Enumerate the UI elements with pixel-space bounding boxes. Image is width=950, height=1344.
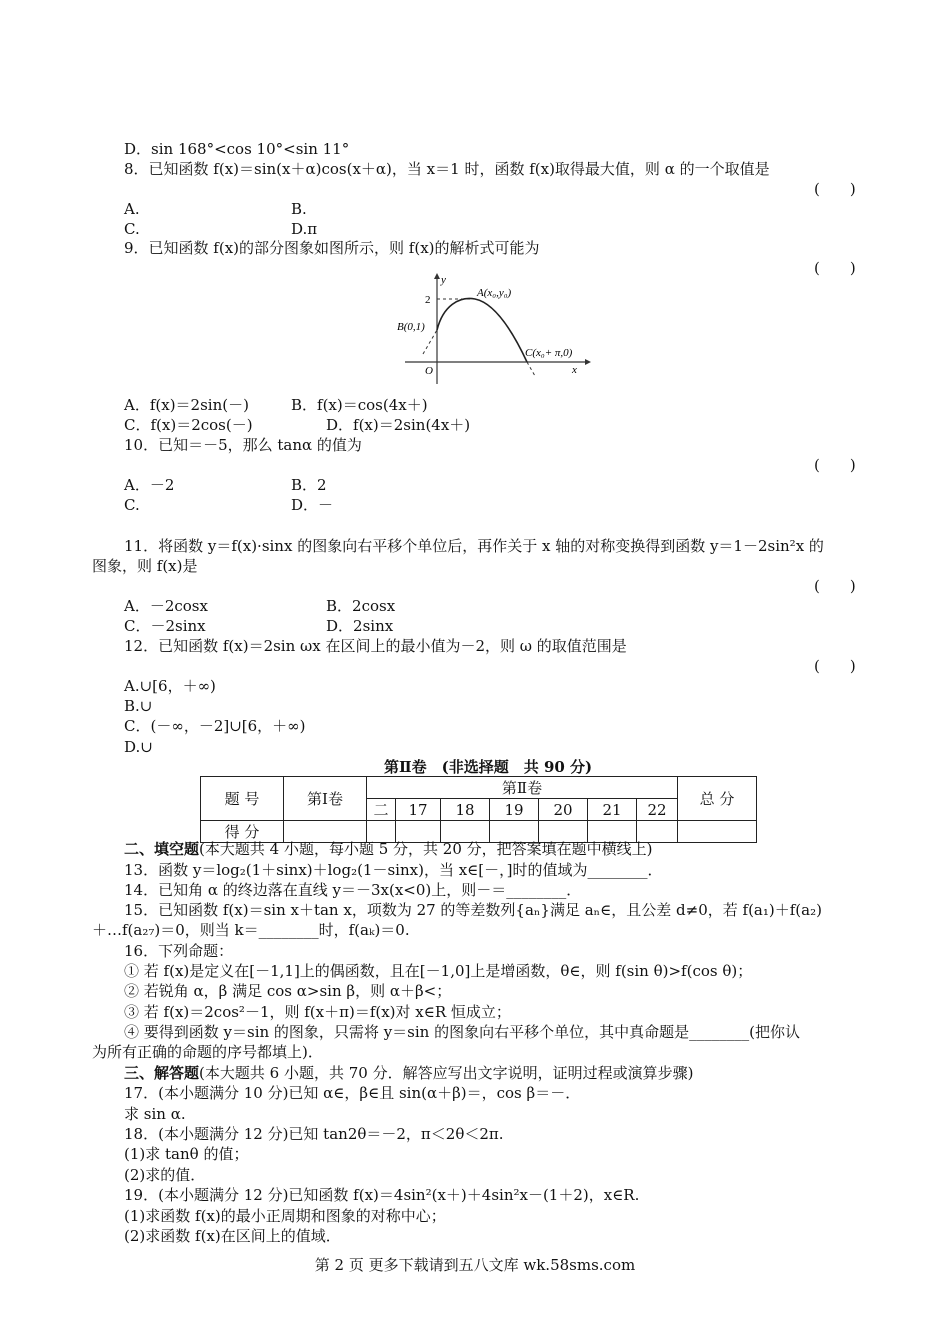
part-2-heading: 第Ⅱ卷 (非选择题 共 90 分) bbox=[384, 758, 593, 776]
point-b-label: B(0,1) bbox=[397, 321, 425, 333]
q8-option-b: B. bbox=[291, 200, 307, 218]
q18-part-1: (1)求 tanθ 的值； bbox=[124, 1145, 249, 1163]
x-axis-arrow bbox=[585, 359, 591, 365]
sine-curve bbox=[437, 298, 527, 362]
q16-statement-1: ① 若 f(x)是定义在[－1,1]上的偶函数，且在[－1,0]上是增函数，θ∈，则 f(sin θ)>f(cos θ)； bbox=[124, 962, 753, 980]
q9-option-a: A．f(x)＝2sin(－) bbox=[124, 396, 249, 414]
page-footer: 第 2 页 更多下载请到五八文库 wk.58sms.com bbox=[314, 1256, 636, 1274]
question-17: 17．(本小题满分 10 分)已知 α∈，β∈且 sin(α＋β)＝，cos β＝－． bbox=[124, 1084, 581, 1102]
q10-option-a: A．－2 bbox=[124, 476, 175, 494]
table-col: 21 bbox=[588, 799, 637, 821]
table-col: 22 bbox=[637, 799, 678, 821]
q8-option-c: C. bbox=[124, 220, 140, 238]
y-axis-arrow bbox=[434, 273, 440, 279]
q16-statement-3: ③ 若 f(x)＝2cos²－1，则 f(x＋π)＝f(x)对 x∈R 恒成立； bbox=[124, 1003, 511, 1021]
table-col: 19 bbox=[490, 799, 539, 821]
section-2-text: 二、填空题(本大题共 4 小题，每小题 5 分，共 20 分，把答案填在题中横线上) bbox=[124, 840, 653, 858]
question-14: 14．已知角 α 的终边落在直线 y＝－3x(x<0)上，则－＝________． bbox=[124, 881, 582, 899]
table-header-part1: 第Ⅰ卷 bbox=[284, 777, 367, 821]
question-16: 16．下列命题： bbox=[124, 942, 234, 960]
q8-option-a: A. bbox=[124, 200, 140, 218]
answer-paren: ( ) bbox=[814, 657, 856, 675]
table-header-number: 题 号 bbox=[201, 777, 284, 821]
question-18: 18．(本小题满分 12 分)已知 tan2θ＝－2，π＜2θ＜2π. bbox=[124, 1125, 504, 1143]
q12-option-d: D.∪ bbox=[124, 738, 153, 756]
point-a-label: A(x₀,y₀) bbox=[477, 287, 512, 299]
table-col: 17 bbox=[396, 799, 441, 821]
q10-option-c: C. bbox=[124, 496, 140, 514]
question-11: 11．将函数 y＝f(x)·sinx 的图象向右平移个单位后，再作关于 x 轴的对称变换得到函数 y＝1－2sin²x 的 bbox=[124, 537, 824, 555]
table-col: 18 bbox=[441, 799, 490, 821]
q18-part-2: (2)求的值． bbox=[124, 1166, 206, 1184]
q11-option-b: B．2cosx bbox=[326, 597, 396, 615]
q11-option-d: D．2sinx bbox=[326, 617, 394, 635]
function-graph bbox=[395, 272, 595, 388]
question-17-ask: 求 sin α. bbox=[124, 1105, 186, 1123]
q10-option-b: B．2 bbox=[291, 476, 327, 494]
q9-option-d: D．f(x)＝2sin(4x＋) bbox=[326, 416, 471, 434]
q19-part-2: (2)求函数 f(x)在区间上的值域． bbox=[124, 1227, 341, 1245]
question-9: 9．已知函数 f(x)的部分图象如图所示，则 f(x)的解析式可能为 bbox=[124, 239, 540, 257]
table-col: 20 bbox=[539, 799, 588, 821]
q11-option-a: A．－2cosx bbox=[124, 597, 208, 615]
q8-option-d: D.π bbox=[291, 220, 318, 238]
x-label: x bbox=[572, 364, 577, 376]
answer-paren: ( ) bbox=[814, 577, 856, 595]
curve-extension-dashed-right bbox=[527, 362, 535, 376]
question-13: 13．函数 y＝log₂(1＋sinx)＋log₂(1－sinx)，当 x∈[－，]时的值域为________． bbox=[124, 861, 663, 879]
q19-part-1: (1)求函数 f(x)的最小正周期和图象的对称中心； bbox=[124, 1207, 446, 1225]
question-10: 10．已知＝－5，那么 tanα 的值为 bbox=[124, 436, 362, 454]
q9-option-c: C．f(x)＝2cos(－) bbox=[124, 416, 253, 434]
score-cell[interactable] bbox=[678, 821, 757, 843]
q11-option-c: C．－2sinx bbox=[124, 617, 206, 635]
y-value-2: 2 bbox=[425, 294, 431, 306]
score-table bbox=[200, 776, 757, 843]
section-3-heading: 三、解答题(本大题共 6 小题，共 70 分．解答应写出文字说明，证明过程或演算步骤) bbox=[124, 1064, 694, 1082]
q16-statement-4: ④ 要得到函数 y＝sin 的图象，只需将 y＝sin 的图象向右平移个单位，其中真命题是________(把你认 bbox=[124, 1023, 800, 1041]
question-12: 12．已知函数 f(x)＝2sin ωx 在区间上的最小值为－2，则 ω 的取值范围是 bbox=[124, 637, 627, 655]
q7-option-d: D．sin 168°<cos 10°<sin 11° bbox=[124, 140, 350, 158]
q9-option-b: B．f(x)＝cos(4x＋) bbox=[291, 396, 428, 414]
table-row-score: 得 分 bbox=[201, 821, 284, 843]
question-11-cont: 图象，则 f(x)是 bbox=[92, 557, 198, 575]
q12-option-c: C．(－∞，－2]∪[6，＋∞) bbox=[124, 717, 306, 735]
answer-paren: ( ) bbox=[814, 259, 856, 277]
q12-option-a: A.∪[6，＋∞) bbox=[124, 677, 216, 695]
question-15-cont: ＋…f(a₂₇)＝0，则当 k＝________时，f(aₖ)＝0. bbox=[92, 921, 410, 939]
origin-label: O bbox=[425, 365, 433, 377]
y-label: y bbox=[441, 274, 446, 286]
question-8: 8．已知函数 f(x)＝sin(x＋α)cos(x＋α)，当 x＝1 时，函数 f(x)取得最大值，则 α 的一个取值是 bbox=[124, 160, 770, 178]
curve-extension-dashed bbox=[423, 330, 437, 354]
question-15: 15．已知函数 f(x)＝sin x＋tan x，项数为 27 的等差数列{aₙ}满足 aₙ∈，且公差 d≠0，若 f(a₁)＋f(a₂) bbox=[124, 901, 822, 919]
q16-statement-2: ② 若锐角 α，β 满足 cos α>sin β，则 α＋β<； bbox=[124, 982, 452, 1000]
question-19: 19．(本小题满分 12 分)已知函数 f(x)＝4sin²(x＋)＋4sin²x－(1＋2)，x∈R. bbox=[124, 1186, 640, 1204]
q12-option-b: B.∪ bbox=[124, 697, 153, 715]
table-header-part2: 第Ⅱ卷 bbox=[367, 777, 678, 799]
table-header-total: 总 分 bbox=[678, 777, 757, 821]
section-2-heading bbox=[124, 839, 653, 859]
answer-paren: ( ) bbox=[814, 180, 856, 198]
q16-statement-4-cont: 为所有正确的命题的序号都填上)． bbox=[92, 1043, 323, 1061]
point-c-label: C(x₀+ π,0) bbox=[525, 347, 573, 359]
answer-paren: ( ) bbox=[814, 456, 856, 474]
table-col: 二 bbox=[367, 799, 396, 821]
q10-option-d: D．－ bbox=[291, 496, 334, 514]
